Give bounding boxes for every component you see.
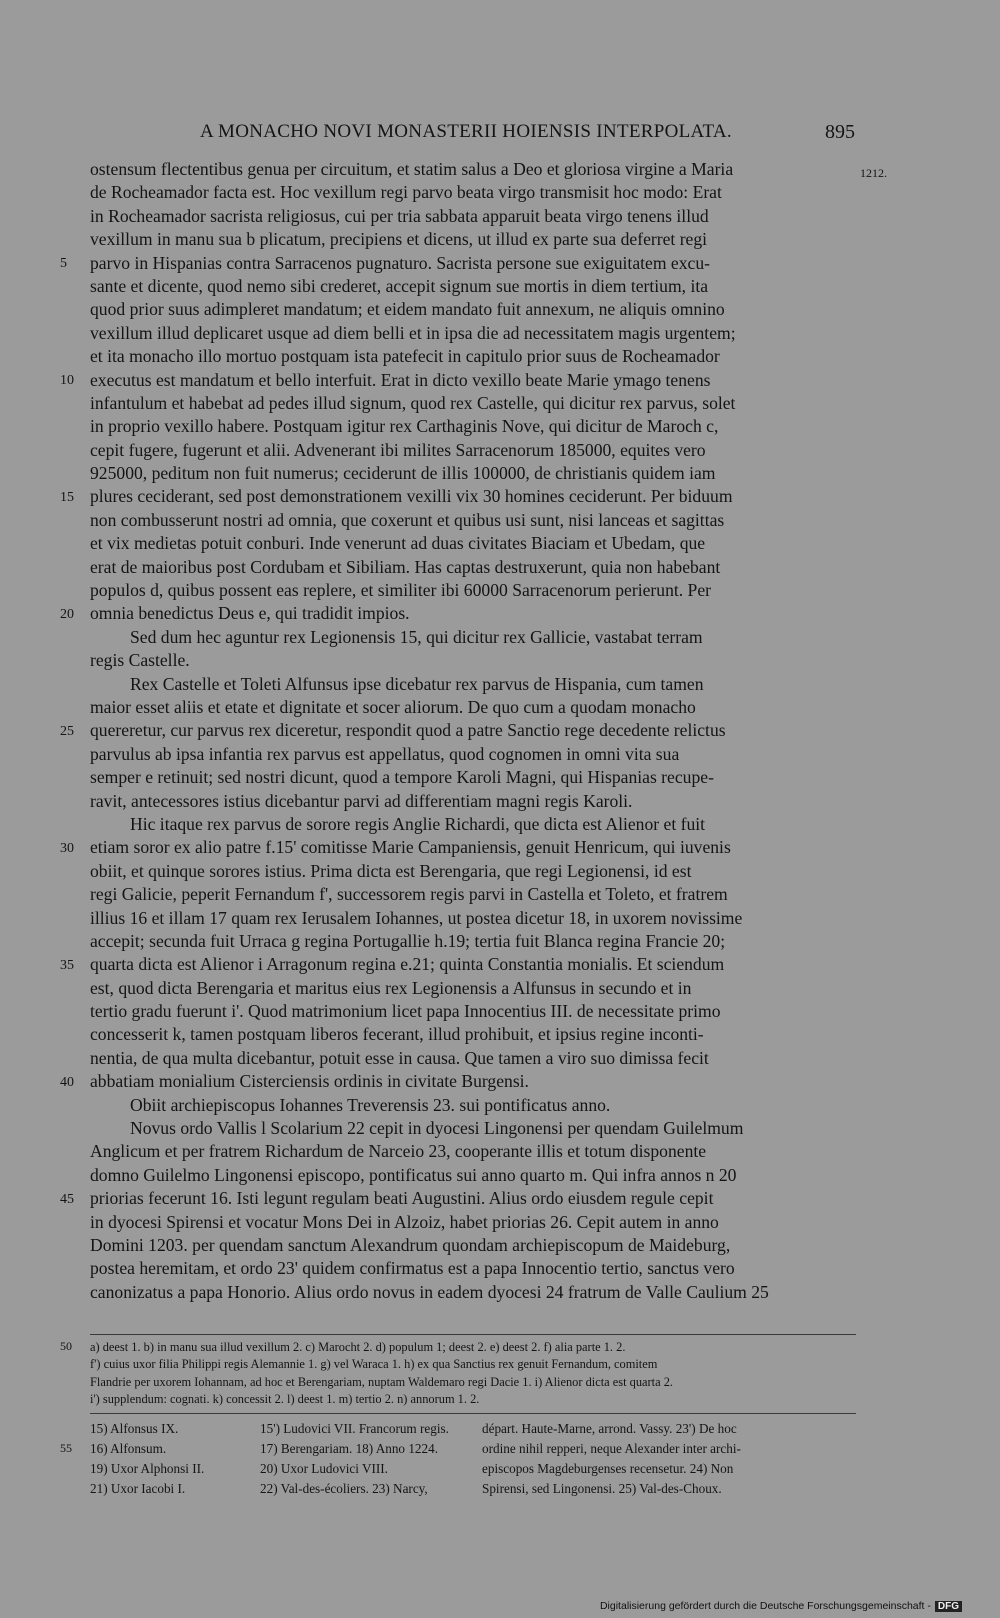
text-line: domno Guilelmo Lingonensi episcopo, pontificatus sui anno quarto m. Qui infra annos n 20 (90, 1164, 737, 1185)
text-line: etiam soror ex alio patre f.15' comitisse Marie Campaniensis, genuit Henricum, qui iuvenis (90, 837, 731, 858)
commentary-col-2 (260, 1419, 449, 1499)
text-line: Rex Castelle et Toleti Alfunsus ipse dicebatur rex parvus de Hispania, cum tamen (130, 673, 704, 694)
line-number: 40 (60, 1074, 74, 1090)
text-line: sante et dicente, quod nemo sibi crederet, accepit signum sue mortis in diem tertium, ita (90, 275, 709, 296)
text-line: erat de maioribus post Cordubam et Sibiliam. Has captas destruxerunt, quia non habebant (90, 556, 721, 577)
text-line: in Rocheamador sacrista religiosus, cui per tria sabbata apparuit beata virgo tenens illud (90, 205, 709, 226)
text-line: Anglicum et per fratrem Richardum de Narceio 23, cooperante illis et totum disponente (90, 1141, 707, 1162)
footnote-line: i') supplendum: cognati. k) concessit 2. l) deest 1. m) tertio 2. n) annorum 1. 2. (90, 1392, 480, 1407)
text-line: vexillum illud deplicaret usque ad diem belli et in ipsa die ad necessitatem magis urgentem; (90, 322, 736, 343)
text-line: parvo in Hispanias contra Sarracenos pugnaturo. Sacrista persone sue exiguitatem excu- (90, 252, 710, 273)
commentary-line: episcopos Magdeburgenses recensetur. 24) Non (482, 1461, 734, 1476)
digitization-credit (600, 1600, 962, 1612)
text-line: regis Castelle. (90, 650, 190, 671)
text-line: populos d, quibus possent eas replere, et similiter ibi 60000 Sarracenorum perierunt. Per (90, 580, 712, 601)
text-line: et ita monacho illo mortuo postquam ista patefecit in capitulo prior suus de Rocheamador (90, 346, 720, 367)
text-line: non combusserunt nostri ad omnia, que coxerunt et quibus usi sunt, nisi lanceas et sagittas (90, 509, 725, 530)
text-line: semper e retinuit; sed nostri dicunt, quod a tempore Karoli Magni, qui Hispanias recupe- (90, 767, 714, 788)
line-number: 15 (60, 489, 74, 505)
commentary-line: 15) Alfonsus IX. (90, 1421, 179, 1436)
text-line: plures ceciderant, sed post demonstrationem vexilli vix 30 homines ceciderunt. Per biduum (90, 486, 733, 507)
footnote-rule (90, 1334, 856, 1335)
commentary-line: 21) Uxor Iacobi I. (90, 1481, 186, 1496)
text-line: illius 16 et illam 17 quam rex Ierusalem Iohannes, ut postea dicetur 18, in uxorem novissime (90, 907, 743, 928)
text-line: postea heremitam, et ordo 23' quidem confirmatus est a papa Innocentio tertio, sanctus vero (90, 1258, 735, 1279)
text-line: Sed dum hec aguntur rex Legionensis 15, qui dicitur rex Gallicie, vastabat terram (130, 626, 703, 647)
line-number: 10 (60, 372, 74, 388)
commentary-col-3 (482, 1419, 741, 1499)
commentary-line: ordine nihil repperi, neque Alexander inter archi- (482, 1441, 741, 1456)
text-line: executus est mandatum et bello interfuit. Erat in dicto vexillo beate Marie ymago tenens (90, 369, 711, 390)
line-number: 55 (60, 1441, 72, 1455)
line-number: 30 (60, 840, 74, 856)
text-line: omnia benedictus Deus e, qui tradidit impios. (90, 603, 410, 624)
text-line: cepit fugere, fugerunt et alii. Advenerant ibi milites Sarracenorum 185000, equites vero (90, 439, 706, 460)
text-line: maior esset aliis et etate et dignitate et socer aliorum. De quo cum a quodam monacho (90, 696, 696, 717)
commentary-line: 19) Uxor Alphonsi II. (90, 1461, 205, 1476)
footnote-line: Flandrie per uxorem Iohannam, ad hoc et Berengariam, nuptam Waldemaro regi Dacie 1. i) Alienor dicta est quarta 2. (90, 1374, 673, 1389)
running-header (90, 121, 855, 145)
commentary-line: 15') Ludovici VII. Francorum regis. (260, 1421, 449, 1436)
line-number: 35 (60, 957, 74, 973)
dfg-logo: DFG (935, 1601, 962, 1612)
footnote-line: f') cuius uxor filia Philippi regis Alemannie 1. g) vel Waraca 1. h) ex qua Sanctius rex genuit Fernandum, comitem (90, 1357, 658, 1372)
commentary-line: 17) Berengariam. 18) Anno 1224. (260, 1441, 438, 1456)
text-line: Novus ordo Vallis l Scolarium 22 cepit in dyocesi Lingonensi per quendam Guilelmum (130, 1118, 744, 1139)
commentary-line: 16) Alfonsum. (90, 1441, 167, 1456)
text-line: nentia, de qua multa dicebantur, potuit esse in causa. Que tamen a viro suo dimissa fecit (90, 1047, 709, 1068)
text-line: de Rocheamador facta est. Hoc vexillum regi parvo beata virgo transmisit hoc modo: Erat (90, 182, 722, 203)
text-line: tertio gradu fuerunt i'. Quod matrimonium licet papa Innocentius III. de necessitate primo (90, 1001, 721, 1022)
text-line: 925000, peditum non fuit numerus; ceciderunt de illis 100000, de christianis quidem iam (90, 463, 716, 484)
text-line: vexillum in manu sua b plicatum, precipiens et dicens, ut illud ex parte sua deferret regi (90, 229, 708, 250)
commentary-col-1 (90, 1419, 204, 1499)
text-line: in dyocesi Spirensi et vocatur Mons Dei in Alzoiz, habet priorias 26. Cepit autem in anno (90, 1211, 719, 1232)
credit-text: Digitalisierung gefördert durch die Deutsche Forschungsgemeinschaft - (599, 1600, 931, 1612)
line-number: 45 (60, 1191, 74, 1207)
commentary-line: 22) Val-des-écoliers. 23) Narcy, (260, 1481, 428, 1496)
running-title: A MONACHO NOVI MONASTERII HOIENSIS INTERPOLATA. (200, 121, 732, 142)
text-line: concesserit k, tamen postquam liberos fecerant, illud prohibuit, et ipsius regine inconti- (90, 1024, 704, 1045)
line-number: 5 (60, 255, 67, 271)
critical-footnotes (90, 1339, 860, 1409)
text-line: regi Galicie, peperit Fernandum f', successorem regis parvi in Castella et Toleto, et fratrem (90, 884, 728, 905)
text-line: obiit, et quinque sorores istius. Prima dicta est Berengaria, que regi Legionensi, id est (90, 860, 692, 881)
commentary-line: 20) Uxor Ludovici VIII. (260, 1461, 388, 1476)
text-line: ravit, antecessores istius dicebantur parvi ad differentiam magni regis Karoli. (90, 790, 633, 811)
text-line: Domini 1203. per quendam sanctum Alexandrum quondam archiepiscopum de Maideburg, (90, 1234, 731, 1255)
margin-year-note: 1212. (860, 166, 887, 180)
text-line: est, quod dicta Berengaria et maritus eius rex Legionensis a Alfunsus in secundo et in (90, 977, 692, 998)
text-line: quereretur, cur parvus rex diceretur, respondit quod a patre Sanctio rege decedente relictus (90, 720, 726, 741)
main-text (90, 158, 855, 1304)
text-line: in proprio vexillo habere. Postquam igitur rex Carthaginis Nove, qui dicitur de Maroch c, (90, 416, 719, 437)
text-line: Obiit archiepiscopus Iohannes Treverensis 23. sui pontificatus anno. (130, 1094, 611, 1115)
text-line: quod prior suus adimpleret mandatum; et eidem mandato fuit annexum, ne aliquis omnino (90, 299, 725, 320)
text-line: accepit; secunda fuit Urraca g regina Portugallie h.19; tertia fuit Blanca regina Francie 20; (90, 930, 726, 951)
text-line: Hic itaque rex parvus de sorore regis Anglie Richardi, que dicta est Alienor et fuit (130, 813, 706, 834)
text-line: parvulus ab ipsa infantia rex parvus est appellatus, quod cognomen in omni vita sua (90, 743, 680, 764)
page-number: 895 (825, 121, 855, 143)
text-line: quarta dicta est Alienor i Arragonum regina e.21; quinta Constantia monialis. Et sciendum (90, 954, 725, 975)
text-line: priorias fecerunt 16. Isti legunt regulam beati Augustini. Alius ordo eiusdem regule cepit (90, 1188, 714, 1209)
commentary-line: départ. Haute-Marne, arrond. Vassy. 23') De hoc (482, 1421, 737, 1436)
line-number: 20 (60, 606, 74, 622)
endnote-rule (90, 1413, 856, 1414)
text-line: et vix medietas potuit conburi. Inde venerunt ad duas civitates Biaciam et Ubedam, que (90, 533, 706, 554)
text-line: ostensum flectentibus genua per circuitum, et statim salus a Deo et gloriosa virgine a Maria (90, 159, 734, 179)
line-number: 25 (60, 723, 74, 739)
text-line: infantulum et habebat ad pedes illud signum, quod rex Castelle, qui dicitur rex parvus, solet (90, 392, 736, 413)
commentary-line: Spirensi, sed Lingonensi. 25) Val-des-Choux. (482, 1481, 722, 1496)
footnote-line: a) deest 1. b) in manu sua illud vexillum 2. c) Marocht 2. d) populum 1; deest 2. e) deest 2. f) alia parte 1. 2. (90, 1340, 626, 1354)
text-line: abbatiam monialium Cisterciensis ordinis in civitate Burgensi. (90, 1071, 529, 1092)
text-line: canonizatus a papa Honorio. Alius ordo novus in eadem dyocesi 24 fratrum de Valle Caulium 25 (90, 1281, 769, 1302)
line-number: 50 (60, 1339, 72, 1353)
